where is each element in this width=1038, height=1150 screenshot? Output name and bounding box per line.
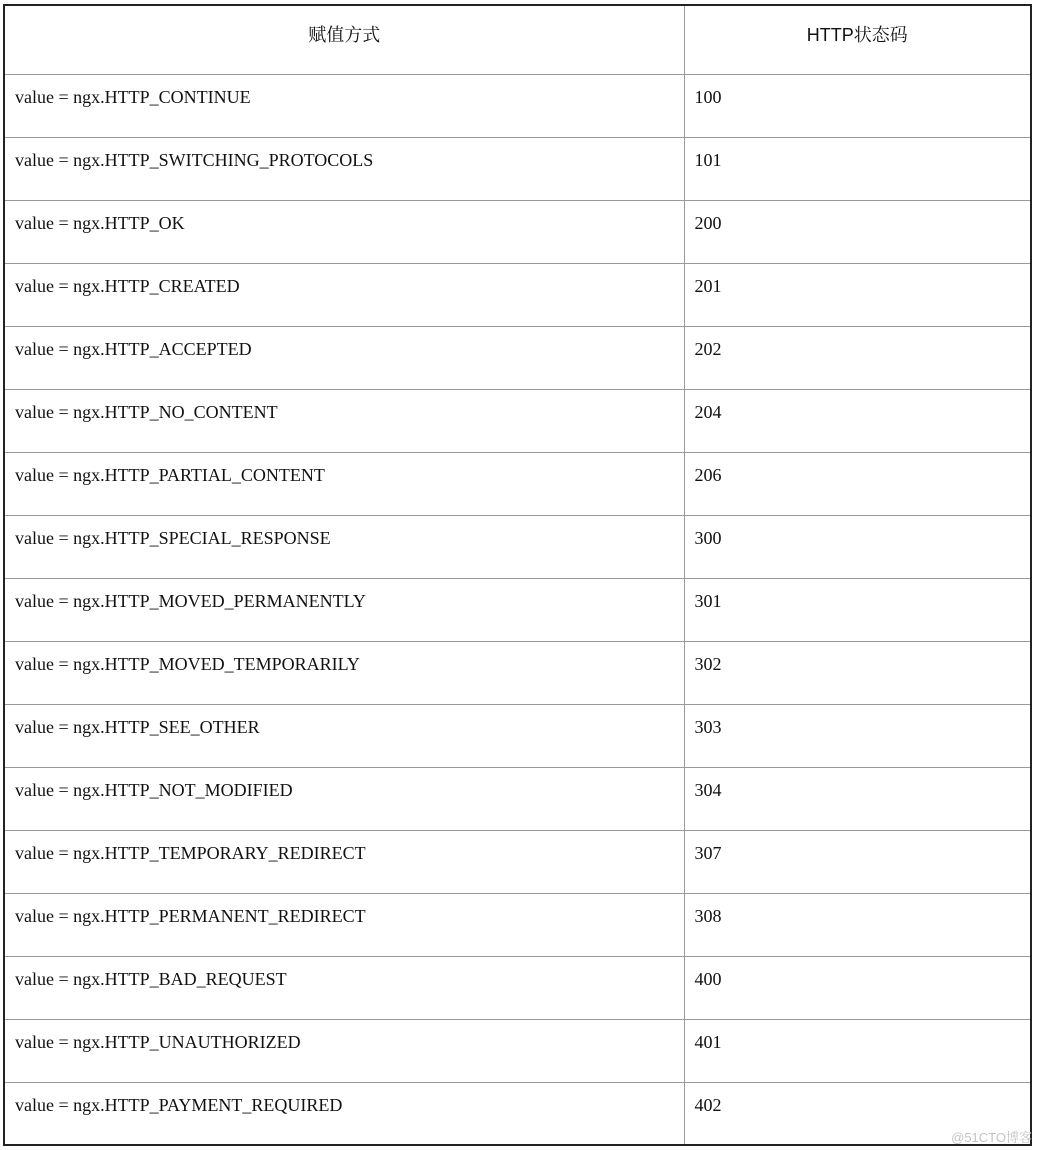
- assignment-cell: value = ngx.HTTP_MOVED_PERMANENTLY: [5, 578, 684, 641]
- status-code-cell: 206: [684, 452, 1030, 515]
- status-code-cell: 202: [684, 326, 1030, 389]
- assignment-cell: value = ngx.HTTP_TEMPORARY_REDIRECT: [5, 830, 684, 893]
- table-row: [5, 1082, 1030, 1145]
- status-code-cell: 100: [684, 74, 1030, 137]
- table-row: [5, 767, 1030, 830]
- table-row: [5, 1019, 1030, 1082]
- assignment-cell: value = ngx.HTTP_MOVED_TEMPORARILY: [5, 641, 684, 704]
- status-code-cell: 301: [684, 578, 1030, 641]
- table-row: [5, 137, 1030, 200]
- status-code-cell: 401: [684, 1019, 1030, 1082]
- assignment-cell: value = ngx.HTTP_SEE_OTHER: [5, 704, 684, 767]
- assignment-cell: value = ngx.HTTP_NOT_MODIFIED: [5, 767, 684, 830]
- table-row: [5, 74, 1030, 137]
- assignment-cell: value = ngx.HTTP_BAD_REQUEST: [5, 956, 684, 1019]
- status-code-cell: 400: [684, 956, 1030, 1019]
- assignment-cell: value = ngx.HTTP_NO_CONTENT: [5, 389, 684, 452]
- status-code-table: [5, 6, 1030, 1145]
- table-row: [5, 452, 1030, 515]
- header-http-status-code: HTTP状态码: [684, 6, 1030, 74]
- status-code-cell: 204: [684, 389, 1030, 452]
- status-code-cell: 101: [684, 137, 1030, 200]
- table-row: [5, 578, 1030, 641]
- table-header-row: [5, 6, 1030, 74]
- status-code-cell: 402: [684, 1082, 1030, 1145]
- assignment-cell: value = ngx.HTTP_ACCEPTED: [5, 326, 684, 389]
- table-row: [5, 389, 1030, 452]
- status-code-cell: 302: [684, 641, 1030, 704]
- table-row: [5, 704, 1030, 767]
- status-code-cell: 308: [684, 893, 1030, 956]
- table-row: [5, 326, 1030, 389]
- table-row: [5, 263, 1030, 326]
- watermark: @51CTO博客: [951, 1130, 1032, 1145]
- table-row: [5, 515, 1030, 578]
- assignment-cell: value = ngx.HTTP_UNAUTHORIZED: [5, 1019, 684, 1082]
- table-row: [5, 641, 1030, 704]
- status-code-cell: 303: [684, 704, 1030, 767]
- status-code-cell: 307: [684, 830, 1030, 893]
- status-code-cell: 200: [684, 200, 1030, 263]
- table-body: [5, 74, 1030, 1145]
- status-code-cell: 304: [684, 767, 1030, 830]
- assignment-cell: value = ngx.HTTP_PERMANENT_REDIRECT: [5, 893, 684, 956]
- table-row: [5, 893, 1030, 956]
- status-code-cell: 201: [684, 263, 1030, 326]
- assignment-cell: value = ngx.HTTP_OK: [5, 200, 684, 263]
- status-code-cell: 300: [684, 515, 1030, 578]
- header-assignment: 赋值方式: [5, 6, 684, 74]
- assignment-cell: value = ngx.HTTP_PAYMENT_REQUIRED: [15, 1094, 343, 1115]
- table-row: [5, 830, 1030, 893]
- table-row: [5, 200, 1030, 263]
- assignment-cell: value = ngx.HTTP_PARTIAL_CONTENT: [5, 452, 684, 515]
- assignment-cell: value = ngx.HTTP_CREATED: [5, 263, 684, 326]
- assignment-cell: value = ngx.HTTP_SWITCHING_PROTOCOLS: [5, 137, 684, 200]
- status-code-table-frame: [3, 4, 1032, 1146]
- assignment-cell: value = ngx.HTTP_SPECIAL_RESPONSE: [5, 515, 684, 578]
- assignment-cell: value = ngx.HTTP_CONTINUE: [5, 74, 684, 137]
- table-row: [5, 956, 1030, 1019]
